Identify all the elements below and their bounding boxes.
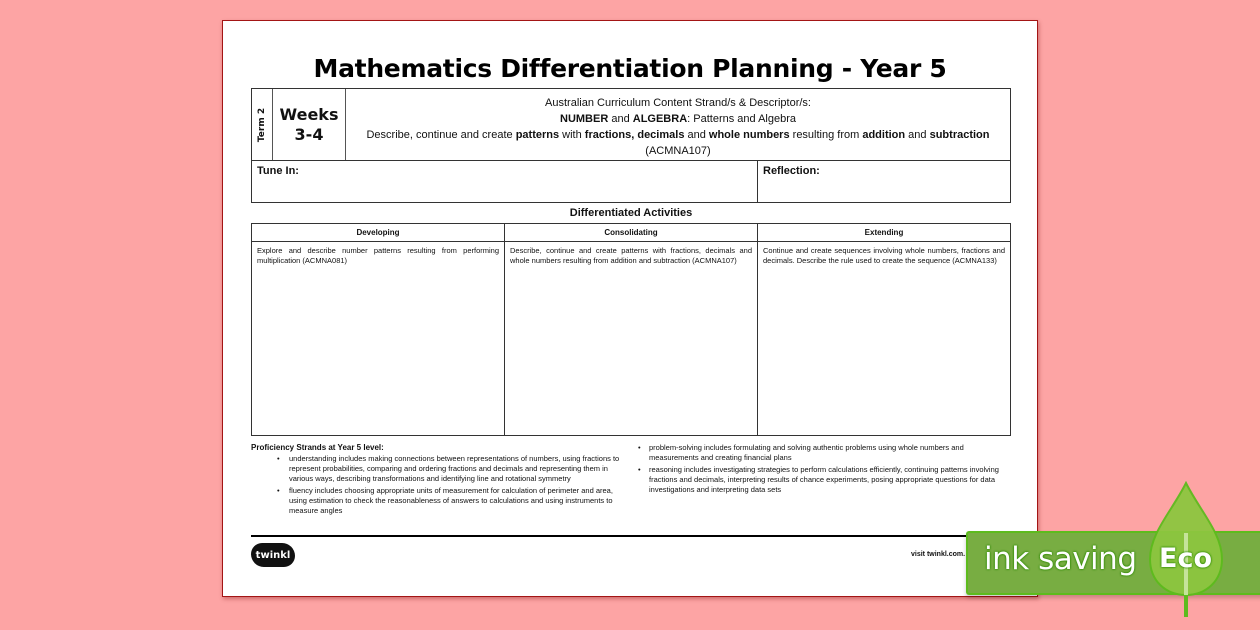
activities-heading: Differentiated Activities	[569, 207, 693, 219]
weeks-range: 3-4	[294, 124, 324, 144]
descriptor-line	[346, 127, 1010, 143]
page-title: Mathematics Differentiation Planning - Year 5	[313, 54, 947, 83]
strand-rest: : Patterns and Algebra	[687, 113, 796, 125]
eco-label: Eco	[1159, 543, 1212, 574]
tune-reflection-row	[251, 161, 1011, 203]
descriptor-part: fractions, decimals	[584, 129, 685, 141]
activity-body[interactable]: Describe, continue and create patterns with fractions, decimals and whole numbers resulting from addition and subtraction (ACMNA107)	[510, 246, 752, 265]
descriptor-part: with	[559, 129, 585, 141]
activity-body[interactable]: Continue and create sequences involving whole numbers, fractions and decimals. Describe the rule used to create the sequence (ACMNA133)	[763, 246, 1005, 265]
weeks-cell	[273, 89, 346, 160]
descriptor-part: and	[684, 129, 709, 141]
activity-column-extending	[758, 224, 1010, 435]
reflection-cell[interactable]: Reflection:	[763, 165, 820, 177]
term-label: Term 2	[257, 107, 268, 142]
curriculum-label: Australian Curriculum Content Strand/s & Descriptor/s:	[545, 97, 811, 109]
footer-divider	[251, 535, 1011, 537]
descriptor-part: patterns	[515, 129, 560, 141]
strand-and: and	[608, 113, 633, 125]
ink-saving-label: ink saving	[984, 541, 1137, 577]
proficiency-heading: Proficiency Strands at Year 5 level:	[251, 443, 384, 452]
descriptor-code: (ACMNA107)	[645, 145, 711, 157]
strand-line	[346, 111, 1010, 127]
activity-body[interactable]: Explore and describe number patterns resulting from performing multiplication (ACMNA081)	[257, 246, 499, 265]
activities-table	[251, 223, 1011, 436]
proficiency-item: • fluency includes choosing appropriate units of measurement for calculation of perimeter and area, using estimation to check the reasonableness of answers to calculations and using instruments to measure angles	[251, 486, 631, 516]
worksheet-page	[222, 20, 1038, 597]
column-header: Extending	[758, 224, 1010, 242]
descriptor-part: subtraction	[929, 129, 990, 141]
twinkl-logo: twinkl	[251, 543, 295, 567]
proficiency-strands-right	[637, 443, 1009, 497]
column-header: Developing	[252, 224, 504, 242]
weeks-label: Weeks	[279, 104, 339, 124]
descriptor-part: and	[905, 129, 930, 141]
column-header: Consolidating	[505, 224, 757, 242]
visit-link[interactable]: visit twinkl.com.	[911, 551, 966, 558]
tune-in-cell[interactable]: Tune In:	[252, 161, 758, 202]
curriculum-descriptor	[346, 89, 1010, 160]
header-box	[251, 88, 1011, 161]
strand-number: NUMBER	[560, 113, 609, 125]
proficiency-item: • reasoning includes investigating strategies to perform calculations efficiently, continuing patterns involving fractions and decimals, interpreting results of chance experiments, posing appropriate questions for data investigations and interpreting data sets	[637, 465, 1009, 495]
proficiency-item: • understanding includes making connections between representations of numbers, using fractions to represent probabilities, comparing and ordering fractions and decimals and representing them in various ways, describing transformations and identifying line and rotational symmetry	[251, 454, 631, 484]
activity-column-developing	[252, 224, 505, 435]
proficiency-item: • problem-solving includes formulating and solving authentic problems using whole numbers and measurements and creating financial plans	[637, 443, 1009, 463]
descriptor-part: whole numbers	[708, 129, 790, 141]
activity-column-consolidating	[505, 224, 758, 435]
descriptor-part: resulting from	[789, 129, 863, 141]
proficiency-strands-left	[251, 443, 631, 518]
strand-algebra: ALGEBRA	[632, 113, 688, 125]
term-cell	[252, 89, 273, 160]
descriptor-part: Describe, continue and create	[366, 129, 516, 141]
descriptor-part: addition	[862, 129, 906, 141]
